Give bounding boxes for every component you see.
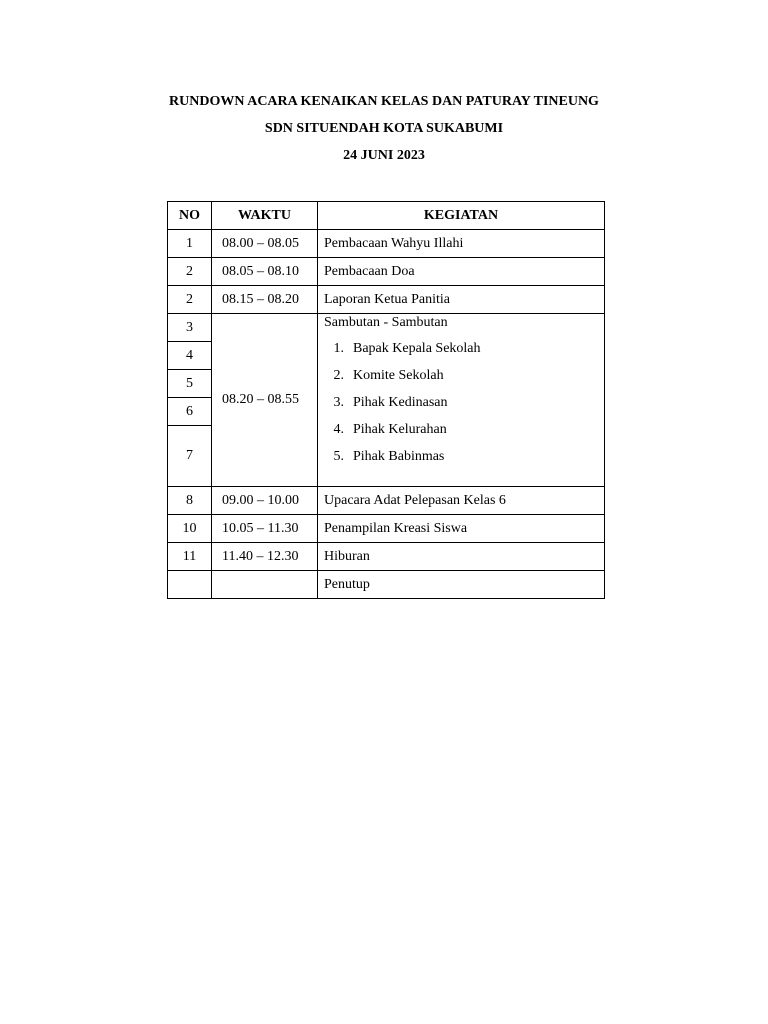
document-header	[0, 92, 768, 173]
list-label: Pihak Babinmas	[353, 449, 445, 464]
list-item	[324, 359, 604, 386]
list-label: Bapak Kepala Sekolah	[353, 341, 481, 356]
list-item	[324, 386, 604, 413]
row-activity: Upacara Adat Pelepasan Kelas 6	[318, 487, 605, 515]
list-item	[324, 332, 604, 359]
event-date: 24 JUNI 2023	[343, 148, 425, 163]
table-row	[168, 230, 605, 258]
table-row	[168, 487, 605, 515]
column-header-kegiatan: KEGIATAN	[318, 202, 605, 230]
row-activity: Laporan Ketua Panitia	[318, 286, 605, 314]
row-time	[212, 571, 318, 599]
list-number: 2.	[333, 368, 344, 383]
row-number: 7	[168, 426, 212, 487]
table-row	[168, 543, 605, 571]
document-title: RUNDOWN ACARA KENAIKAN KELAS DAN PATURAY TINEUNG	[169, 94, 599, 109]
list-label: Pihak Kedinasan	[353, 395, 448, 410]
row-number: 2	[168, 286, 212, 314]
row-number: 8	[168, 487, 212, 515]
row-activity: Hiburan	[318, 543, 605, 571]
row-time: 11.40 – 12.30	[212, 543, 318, 571]
speeches-time: 08.20 – 08.55	[212, 314, 318, 487]
row-activity: Penutup	[318, 571, 605, 599]
row-number	[168, 571, 212, 599]
list-label: Pihak Kelurahan	[353, 422, 447, 437]
row-number: 3	[168, 314, 212, 342]
column-header-waktu: WAKTU	[212, 202, 318, 230]
list-number: 4.	[333, 422, 344, 437]
list-item	[324, 413, 604, 440]
column-header-no: NO	[168, 202, 212, 230]
row-number: 11	[168, 543, 212, 571]
rundown-table	[167, 201, 605, 599]
list-number: 3.	[333, 395, 344, 410]
list-item	[324, 440, 604, 467]
row-activity: Pembacaan Doa	[318, 258, 605, 286]
table-row	[168, 286, 605, 314]
row-time: 08.05 – 08.10	[212, 258, 318, 286]
row-activity: Pembacaan Wahyu Illahi	[318, 230, 605, 258]
list-label: Komite Sekolah	[353, 368, 444, 383]
speeches-activity	[318, 314, 605, 487]
row-time: 09.00 – 10.00	[212, 487, 318, 515]
table-row	[168, 515, 605, 543]
row-time: 10.05 – 11.30	[212, 515, 318, 543]
row-time: 08.00 – 08.05	[212, 230, 318, 258]
row-number: 10	[168, 515, 212, 543]
list-number: 5.	[333, 449, 344, 464]
table-row	[168, 314, 605, 342]
speeches-title: Sambutan - Sambutan	[324, 315, 448, 330]
row-number: 2	[168, 258, 212, 286]
table-header-row	[168, 202, 605, 230]
row-number: 5	[168, 370, 212, 398]
row-number: 4	[168, 342, 212, 370]
speeches-list	[324, 332, 604, 467]
list-number: 1.	[333, 341, 344, 356]
school-name: SDN SITUENDAH KOTA SUKABUMI	[264, 121, 504, 136]
row-number: 1	[168, 230, 212, 258]
table-row	[168, 258, 605, 286]
row-time: 08.15 – 08.20	[212, 286, 318, 314]
table-row	[168, 571, 605, 599]
row-activity: Penampilan Kreasi Siswa	[318, 515, 605, 543]
row-number: 6	[168, 398, 212, 426]
